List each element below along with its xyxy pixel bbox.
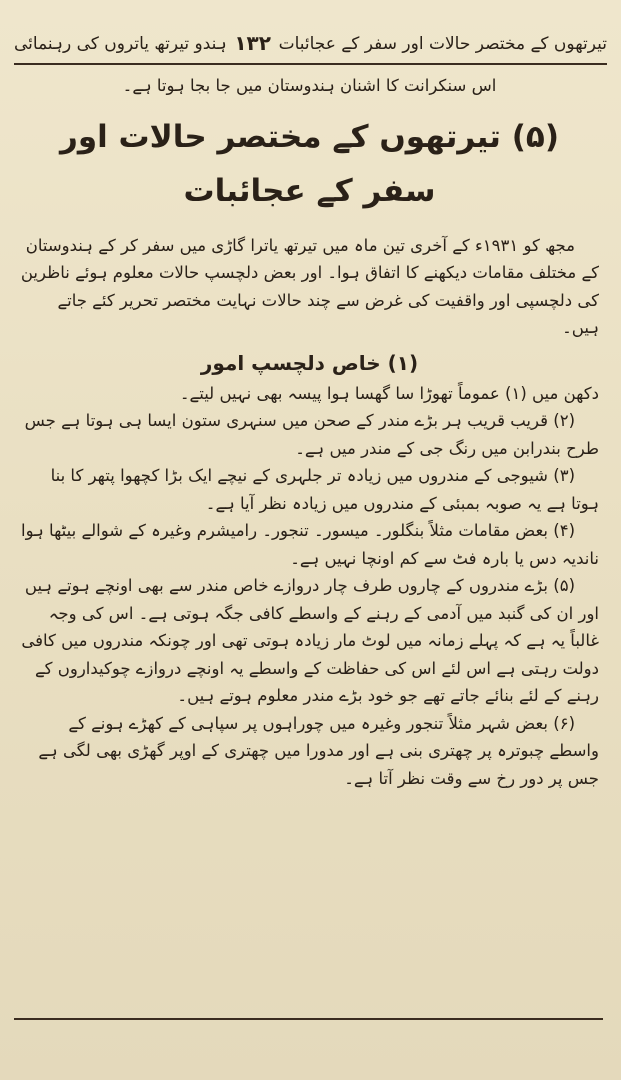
- section-heading: (۱) خاص دلچسپ امور: [200, 350, 419, 375]
- footer-divider: [14, 1018, 603, 1020]
- intro-line: اس سنکرانت کا اشنان ہندوستان میں جا بجا ہوتا ہے۔: [122, 76, 497, 95]
- list-item: (۴) بعض مقامات مثلاً بنگلور۔ میسور۔ تنجور۔ رامیشرم وغیرہ کے شوالے بیٹھا ہوا ناندیہ دس یا بارہ فٹ سے کم اونچا نہیں ہے۔: [21, 521, 599, 568]
- list-item: (۳) شیوجی کے مندروں میں زیادہ تر جلہری کے نیچے ایک بڑا کچھوا پتھر کا بنا ہوتا ہے یہ صوبہ بمبئی کے مندروں میں زیادہ نظر آیا ہے۔: [50, 466, 599, 513]
- page-body: [20, 72, 599, 792]
- list-item: (۶) بعض شہر مثلاً تنجور وغیرہ میں چوراہوں پر سپاہی کے کھڑے ہونے کے واسطے چبوترہ پر چھتری بنی ہے اور مدورا میں چھتری کے اوپر گھڑی بھی لگی ہے جس پر دور رخ سے وقت نظر آتا ہے۔: [38, 713, 599, 788]
- header-chapter-title: تیرتھوں کے مختصر حالات اور سفر کے عجائبات: [278, 33, 607, 54]
- chapter-title: (۵) تیرتھوں کے مختصر حالات اور سفر کے عجائبات: [60, 118, 559, 209]
- list-item: دکھن میں (۱) عموماً تھوڑا سا گھسا ہوا پیسہ بھی نہیں لیتے۔: [179, 383, 599, 403]
- header-divider: [14, 63, 607, 65]
- header-book-title: ہندو تیرتھ یاتروں کی رہنمائی: [14, 33, 227, 54]
- page-number: ۱۳۲: [234, 31, 271, 55]
- running-header: [14, 26, 607, 60]
- list-item: (۵) بڑے مندروں کے چاروں طرف چار دروازے خاص مندر سے بھی اونچے ہوتے ہیں اور ان کی گنبد میں آدمی کے رہنے کے واسطے کافی جگہ ہوتی ہے۔ اس کی وجہ غالباً یہ ہے کہ پہلے زمانہ میں لوٹ مار زیادہ ہوتی تھی اور چونکہ مندروں میں کافی دولت رہتی ہے اس لئے اس کی حفاظت کے واسطے یہ اونچے دروازے چوکیداروں کے رہنے کے لئے بنائے جاتے تھے جو خود بڑے مندر معلوم ہوتے ہیں۔: [21, 576, 599, 705]
- opening-paragraph: مجھ کو ۱۹۳۱ء کے آخری تین ماہ میں تیرتھ یاترا گاڑی میں سفر کر کے ہندوستان کے مختلف مقامات دیکھنے کا اتفاق ہوا۔ اور بعض دلچسپ حالات معلوم ہوئے ناظرین کی دلچسپی اور واقفیت کی غرض سے چند حالات نہایت مختصر تحریر کئے جاتے ہیں۔: [20, 235, 599, 337]
- list-item: (۲) قریب قریب ہر بڑے مندر کے صحن میں سنہری ستون ایسا ہی ہوتا ہے جس طرح بندرابن میں رنگ جی کے مندر میں ہے۔: [24, 411, 599, 458]
